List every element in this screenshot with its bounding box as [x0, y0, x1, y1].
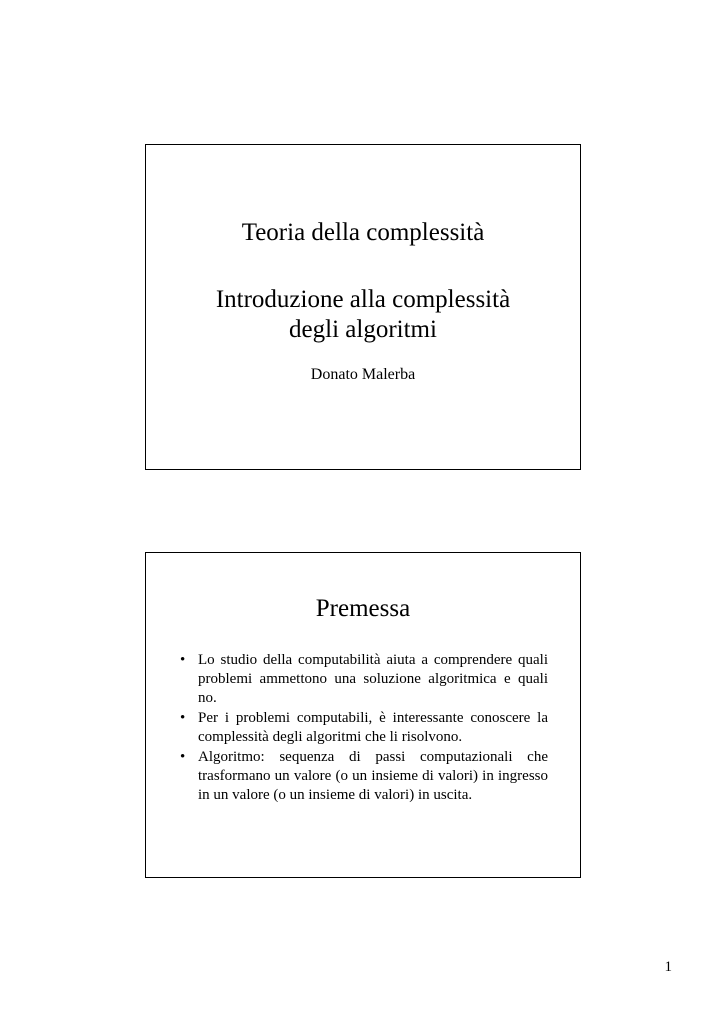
slide-1-subtitle [146, 285, 580, 345]
slide-2-title: Premessa [315, 595, 411, 622]
slide-1-subtitle-line-2: degli algoritmi [289, 316, 437, 343]
bullet-icon: • [180, 710, 186, 726]
page-number: 1 [664, 959, 672, 975]
bullet-item [180, 709, 548, 747]
slide-1-title: Teoria della complessità [241, 219, 485, 246]
slide-1-subtitle-line-1: Introduzione alla complessità [215, 286, 511, 313]
bullet-text: Algoritmo: sequenza di passi computazionali che trasformano un valore (o un insieme di valori) in ingresso in un valore (o un insieme di valori) in uscita. [198, 749, 548, 803]
bullet-icon: • [180, 652, 186, 668]
bullet-icon: • [180, 749, 186, 765]
bullet-item [180, 748, 548, 805]
slide-2 [145, 552, 581, 878]
bullet-item [180, 651, 548, 708]
bullet-list [180, 651, 548, 806]
bullet-text: Per i problemi computabili, è interessante conoscere la complessità degli algoritmi che li risolvono. [198, 710, 548, 745]
slide-1 [145, 144, 581, 470]
bullet-text: Lo studio della computabilità aiuta a comprendere quali problemi ammettono una soluzione algoritmica e quali no. [198, 652, 548, 706]
slide-1-author: Donato Malerba [310, 366, 416, 383]
